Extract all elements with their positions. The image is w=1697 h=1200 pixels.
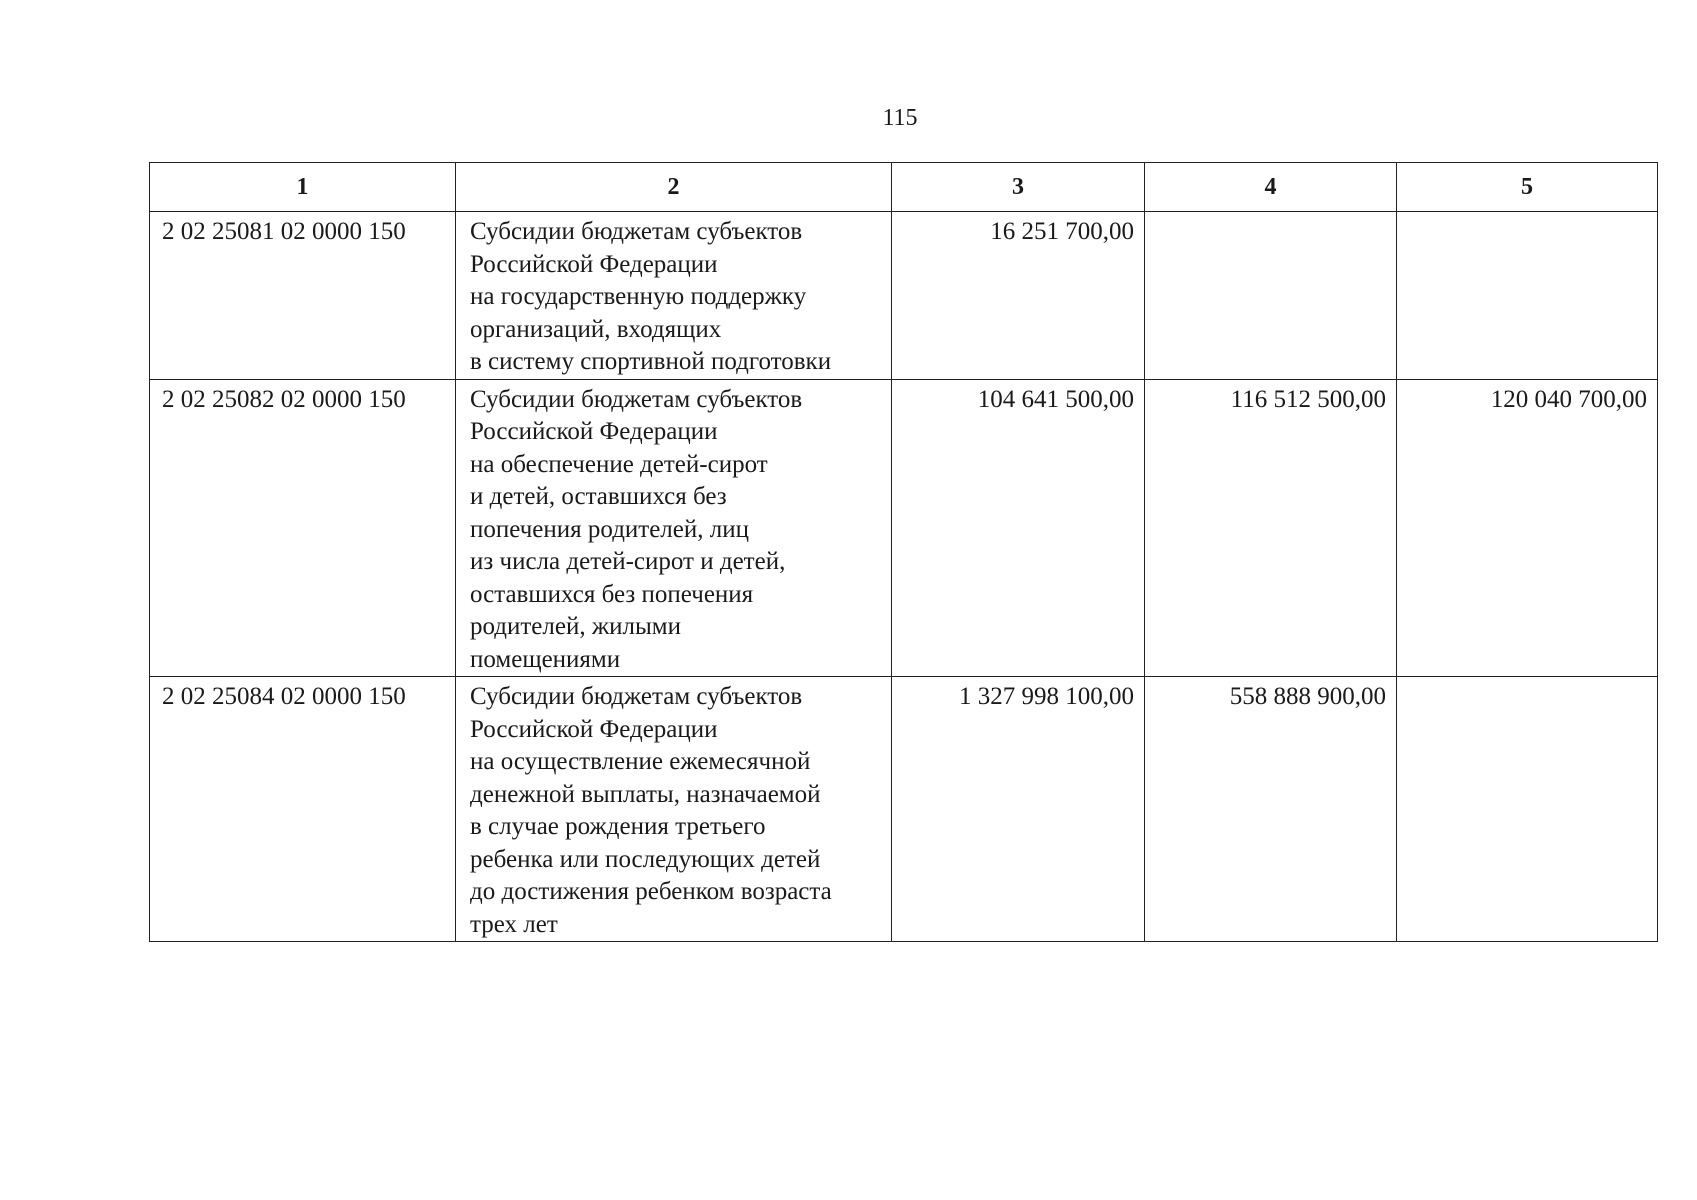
description-line: на осуществление ежемесячной <box>470 748 811 775</box>
description-line: Российской Федерации <box>470 250 718 278</box>
budget-code-cell: 2 02 25084 02 0000 150 <box>150 677 456 942</box>
page-number: 115 <box>882 105 918 131</box>
description-line: на обеспечение детей-сирот <box>470 450 768 478</box>
amount-cell-col3: 104 641 500,00 <box>892 379 1145 677</box>
description-line: в случае рождения третьего <box>470 813 766 840</box>
description-line: ребенка или последующих детей <box>470 845 821 873</box>
column-header-2: 2 <box>456 163 892 212</box>
amount-cell-col4 <box>1145 212 1397 380</box>
description-line: организаций, входящих <box>470 315 722 343</box>
column-header-4: 4 <box>1145 163 1397 212</box>
description-line: в систему спортивной подготовки <box>470 348 832 375</box>
amount-cell-col4: 558 888 900,00 <box>1145 677 1397 942</box>
description-line: Российской Федерации <box>470 418 718 445</box>
description-line: трех лет <box>470 910 558 938</box>
column-header-5: 5 <box>1397 163 1658 212</box>
description-cell <box>456 677 892 942</box>
description-line: Российской Федерации <box>470 715 718 743</box>
table-row <box>150 379 1658 677</box>
description-line: до достижения ребенком возраста <box>470 878 832 905</box>
table-row <box>150 677 1658 942</box>
description-line: на государственную поддержку <box>470 283 807 310</box>
description-line: попечения родителей, лиц <box>470 515 749 543</box>
amount-cell-col3: 16 251 700,00 <box>892 212 1145 380</box>
amount-cell-col5: 120 040 700,00 <box>1397 379 1658 677</box>
description-line: денежной выплаты, назначаемой <box>470 780 821 808</box>
budget-code-cell: 2 02 25082 02 0000 150 <box>150 379 456 677</box>
description-cell <box>456 379 892 677</box>
amount-cell-col5 <box>1397 677 1658 942</box>
budget-code-cell: 2 02 25081 02 0000 150 <box>150 212 456 380</box>
budget-table <box>149 162 1658 942</box>
column-header-3: 3 <box>892 163 1145 212</box>
table-row <box>150 212 1658 380</box>
column-header-1: 1 <box>150 163 456 212</box>
amount-cell-col3: 1 327 998 100,00 <box>892 677 1145 942</box>
description-line: из числа детей-сирот и детей, <box>470 548 786 575</box>
description-line: и детей, оставшихся без <box>470 483 727 510</box>
table-header-row <box>150 163 1658 212</box>
description-line: Субсидии бюджетам субъектов <box>470 218 803 245</box>
description-line: Субсидии бюджетам субъектов <box>470 683 803 710</box>
description-line: оставшихся без попечения <box>470 580 754 608</box>
description-line: родителей, жилыми <box>470 613 681 640</box>
description-line: Субсидии бюджетам субъектов <box>470 385 803 413</box>
description-line: помещениями <box>470 645 621 673</box>
amount-cell-col4: 116 512 500,00 <box>1145 379 1397 677</box>
amount-cell-col5 <box>1397 212 1658 380</box>
description-cell <box>456 212 892 380</box>
